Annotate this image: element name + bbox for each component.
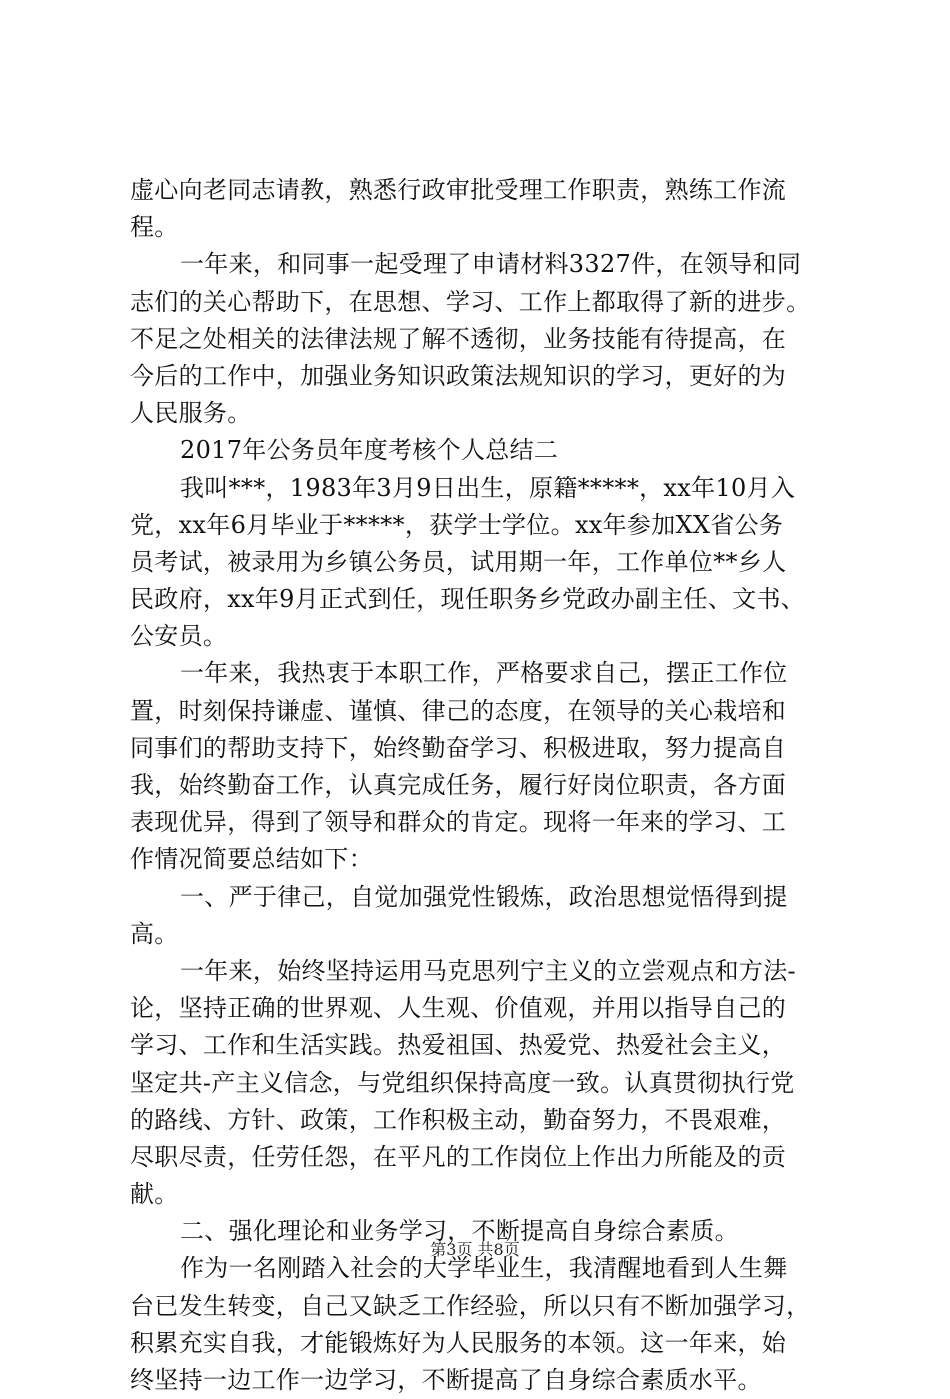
text-line: 置，时刻保持谦虚、谨慎、律己的态度，在领导的关心栽培和	[130, 696, 787, 725]
text-line: 我叫***，1983年3月9日出生，原籍*****，xx年10月入	[180, 473, 796, 502]
text-line: 同事们的帮助支持下，始终勤奋学习、积极进取，努力提高自	[130, 733, 787, 762]
text-line: 坚定共-产主义信念，与党组织保持高度一致。认真贯彻执行党	[130, 1068, 795, 1097]
text-line: 公安员。	[130, 622, 228, 651]
text-line: 论，坚持正确的世界观、人生观、价值观，并用以指导自己的	[130, 994, 787, 1023]
text-line: 程。	[130, 213, 179, 242]
text-line: 不足之处相关的法律法规了解不透彻，业务技能有待提高，在	[130, 324, 787, 353]
section-heading: 二、强化理论和业务学习，不断提高自身综合素质。	[180, 1217, 739, 1246]
text-line: 积累充实自我，才能锻炼好为人民服务的本领。这一年来，始	[130, 1328, 787, 1357]
section-title: 2017年公务员年度考核个人总结二	[180, 436, 559, 465]
text-line: 台已发生转变，自己又缺乏工作经验，所以只有不断加强学习，	[130, 1291, 811, 1320]
text-line: 学习、工作和生活实践。热爱祖国、热爱党、热爱社会主义，	[130, 1031, 787, 1060]
text-line: 的路线、方针、政策，工作积极主动，勤奋努力，不畏艰难，	[130, 1105, 787, 1134]
text-line: 一年来，我热衷于本职工作，严格要求自己，摆正工作位	[180, 659, 788, 688]
text-line: 一年来，和同事一起受理了申请材料3327件，在领导和同	[180, 250, 802, 279]
text-line: 高。	[130, 919, 179, 948]
text-line: 虚心向老同志请教，熟悉行政审批受理工作职责，熟练工作流	[130, 176, 787, 204]
text-line: 员考试，被录用为乡镇公务员，试用期一年，工作单位**乡人	[130, 547, 787, 576]
text-line: 我，始终勤奋工作，认真完成任务，履行好岗位职责，各方面	[130, 771, 787, 799]
section-heading: 一、严于律己，自觉加强党性锻炼，政治思想觉悟得到提	[180, 882, 788, 911]
text-line: 终坚持一边工作一边学习，不断提高了自身综合素质水平。	[130, 1366, 762, 1394]
text-line: 作为一名刚踏入社会的大学毕业生，我清醒地看到人生舞	[180, 1254, 788, 1283]
text-line: 尽职尽责，任劳任怨，在平凡的工作岗位上作出力所能及的贡	[130, 1142, 787, 1171]
text-line: 民政府，xx年9月正式到任，现任职务乡党政办副主任、文书、	[130, 585, 806, 614]
text-line: 献。	[130, 1180, 179, 1209]
page-number-footer: 第3页 共8页	[430, 1240, 520, 1259]
text-line: 表现优异，得到了领导和群众的肯定。现将一年来的学习、工	[130, 808, 787, 837]
text-line: 志们的关心帮助下，在思想、学习、工作上都取得了新的进步。	[130, 287, 811, 316]
text-line: 一年来，始终坚持运用马克思列宁主义的立尝观点和方法-	[180, 956, 796, 985]
document-body	[130, 172, 850, 1399]
text-line: 党，xx年6月毕业于*****，获学士学位。xx年参加XX省公务	[130, 510, 784, 539]
text-line: 今后的工作中，加强业务知识政策法规知识的学习，更好的为	[130, 361, 787, 390]
text-line: 人民服务。	[130, 399, 252, 428]
text-line: 作情况简要总结如下：	[130, 845, 373, 874]
